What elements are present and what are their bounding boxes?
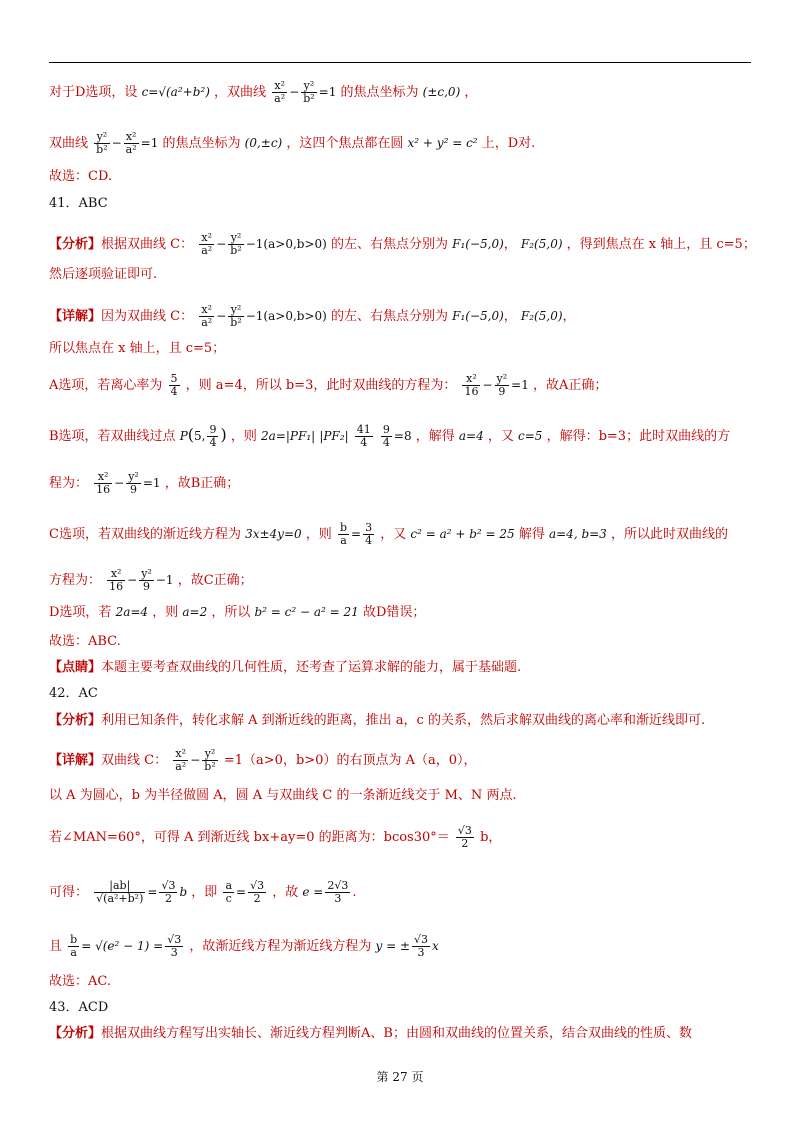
detail-42-5: 且 $\frac{b}{a}$ = √(e² − 1) = $\frac{√3}{3}$ ，故渐近线方程为渐近线方程为 y = ± $\frac{√3}{3}$ x	[49, 933, 439, 959]
fraction: $\frac{\text{x²}}{\text{a²}}$	[274, 79, 286, 105]
question-42: 42．AC	[49, 686, 98, 701]
option-a: A选项，若离心率为 $\frac{5}{4}$ ，则 a=4，所以 b=3，此时双曲线的方程为： $\frac{\text{x²}}{16}$ − $\frac{\text{y²}}{9}$ =1 ，故A正确；	[49, 372, 608, 398]
fraction: $\frac{3}{4}$	[365, 521, 373, 547]
tag: 【分析】	[49, 237, 102, 252]
analysis-43	[49, 1025, 692, 1043]
text: ，解得	[415, 429, 455, 444]
fraction: $\frac{\text{x²}}{16}$	[96, 470, 111, 496]
analysis-41-2: 然后逐项验证即可.	[49, 267, 158, 282]
fraction: $\frac{\text{x²}}{16}$	[109, 567, 124, 593]
math: F₂(5,0)	[520, 309, 563, 323]
text: ，	[464, 85, 478, 100]
text: D选项，若	[49, 605, 112, 620]
tag: 【详解】	[49, 309, 102, 324]
text: 根据双曲线 C：	[101, 237, 194, 252]
text: 根据双曲线方程写出实轴长、渐近线方程判断A、B；由圆和双曲线的位置关系，结合双曲线的性质、数	[101, 1026, 692, 1041]
text: 解得	[518, 527, 545, 542]
text: 利用已知条件，转化求解 A 到渐近线的距离，推出 a，c 的关系，然后求解双曲线的离心率和渐近线即可.	[101, 713, 706, 728]
text: 程为：	[49, 476, 89, 491]
text: 若∠MAN=60°，可得 A 到渐近线 bx+ay=0 的距离为：bcos30°＝	[49, 830, 450, 845]
fraction: $\frac{\text{x²}}{\text{a²}}$	[201, 231, 213, 257]
text: 可得：	[49, 885, 89, 900]
option-c: C选项，若双曲线的渐近线方程为 3x±4y=0 ，则 $\frac{b}{a}$ = $\frac{3}{4}$ ，又 c² = a² + b² = 25 解得 a=4, b=3 ，所以此时双曲线的	[49, 521, 728, 547]
text: ，故B正确；	[164, 476, 240, 491]
text: 双曲线 C：	[101, 753, 168, 768]
top-rule	[49, 62, 751, 63]
text: 上，D对.	[481, 136, 536, 151]
text: b，	[480, 830, 502, 845]
line-d-option: 对于D选项，设 c=√(a²+b²) ，双曲线 $\frac{\text{x²}}{\text{a²}}$ − $\frac{\text{y²}}{\text{b²}}$ =1 的焦点坐标为 (±c,0) ，	[49, 79, 478, 105]
option-d: D选项，若 2a=4 ，则 a=2 ，所以 b² = c² − a² = 21 故D错误；	[49, 605, 426, 620]
text: ，则	[230, 429, 257, 444]
fraction: $\frac{\text{y²}}{9}$	[496, 372, 508, 398]
answer-ac: 故选：AC.	[49, 974, 112, 989]
fraction: $\frac{√3}{3}$	[414, 933, 429, 959]
answer-cd: 故选：CD.	[49, 169, 113, 184]
text: ，则	[305, 527, 332, 542]
fraction: $\frac{2√3}{3}$	[327, 879, 349, 905]
math: F₁(−5,0)	[452, 309, 504, 323]
math: −1(a>0,b>0)	[245, 237, 327, 251]
detail-42-3	[49, 825, 501, 850]
text: ，故	[272, 885, 299, 900]
option-b-2: 程为： $\frac{\text{x²}}{16}$ − $\frac{\text{y²}}{9}$ =1 ，故B正确；	[49, 470, 240, 496]
fraction: $\frac{\text{y²}}{9}$	[141, 567, 152, 593]
analysis-42	[49, 712, 705, 730]
fraction: $\frac{\text{x²}}{\text{a²}}$	[125, 130, 137, 156]
fraction: $\frac{\text{y²}}{\text{b²}}$	[230, 303, 242, 329]
fraction: $\frac{\text{x²}}{\text{a²}}$	[175, 747, 187, 773]
text: 的焦点坐标为	[340, 85, 419, 100]
text: 且	[49, 939, 63, 954]
detail-42: 【详解】双曲线 C： $\frac{\text{x²}}{\text{a²}}$ − $\frac{\text{y²}}{\text{b²}}$ =1（a>0，b>0）的右顶点为 A（a，0），	[49, 747, 477, 773]
math: F₂(5,0)	[520, 237, 563, 251]
analysis-41: 【分析】根据双曲线 C： $\frac{\text{x²}}{\text{a²}}$ − $\frac{\text{y²}}{\text{b²}}$ −1(a>0,b>0) 的左、右焦点分别为 F₁(−5,0)， F₂(5,0) ，得到焦点在 x 轴上，且 c=5；	[49, 231, 756, 257]
comment-41	[49, 659, 521, 677]
text: 的左、右焦点分别为	[330, 309, 448, 324]
text: ，即	[191, 885, 218, 900]
fraction: $\frac{41}{4}$	[356, 423, 371, 449]
line-d-option-2: 双曲线 $\frac{\text{y²}}{\text{b²}}$ − $\frac{\text{x²}}{\text{a²}}$ =1 的焦点坐标为 (0,±c) ，这四个焦点都在圆 x² + y² = c² 上，D对.	[49, 130, 536, 156]
page-number: 第 27 页	[376, 1070, 424, 1084]
text: ，这四个焦点都在圆	[286, 136, 404, 151]
fraction: $\frac{9}{4}$	[209, 423, 217, 449]
text: ，则	[152, 605, 179, 620]
math: F₁(−5,0)	[452, 237, 504, 251]
detail-42-4: 可得： $\frac{|ab|}{\text{√(a²+b²)}}$ = $\frac{√3}{2}$ b ，即 $\frac{a}{c}$ = $\frac{√3}{2}$ ，故 e = $\frac{2√3}{3}$ .	[49, 879, 357, 905]
fraction: $\frac{√3}{3}$	[167, 933, 182, 959]
tag: 【点睛】	[49, 660, 102, 675]
fraction: $\frac{\text{x²}}{16}$	[464, 372, 479, 398]
tag: 【分析】	[49, 1026, 102, 1041]
fraction: $\frac{9}{4}$	[382, 423, 390, 449]
fraction: $\frac{\text{y²}}{\text{b²}}$	[303, 79, 315, 105]
text: ，故C正确；	[177, 573, 253, 588]
fraction: $\frac{|ab|}{\text{√(a²+b²)}}$	[96, 879, 144, 905]
question-43: 43．ACD	[49, 1000, 109, 1015]
fraction: $\frac{5}{4}$	[170, 372, 178, 398]
math: c=√(a²+b²)	[141, 85, 210, 99]
text: ，又	[380, 527, 407, 542]
text: 双曲线	[49, 136, 89, 151]
option-b: B选项，若双曲线过点 P(5, $\frac{9}{4}$ ) ，则 2a=|PF₁| |PF₂| $\frac{41}{4}$ $\frac{9}{4}$ =8 ，解得 a=4 ，又 c=5 ，解得：b=3；此时双曲线的方	[49, 423, 731, 449]
text: 故D错误；	[362, 605, 426, 620]
fraction: $\frac{\text{y²}}{\text{b²}}$	[230, 231, 242, 257]
fraction: $\frac{a}{c}$	[225, 879, 233, 905]
math: x² + y² = c²	[407, 136, 478, 150]
text: ，故渐近线方程为渐近线方程为	[189, 939, 372, 954]
question-41: 41．ABC	[49, 196, 108, 211]
text: ，故A正确；	[533, 378, 608, 393]
fraction: $\frac{√3}{2}$	[250, 879, 265, 905]
answer-abc: 故选：ABC.	[49, 634, 121, 649]
text: B选项，若双曲线过点	[49, 429, 176, 444]
text: ，则 a=4，所以 b=3，此时双曲线的方程为：	[185, 378, 457, 393]
text: 方程为：	[49, 573, 102, 588]
text: ，得到焦点在 x 轴上，且 c=5；	[566, 237, 756, 252]
detail-42-2: 以 A 为圆心，b 为半径做圆 A，圆 A 与双曲线 C 的一条渐近线交于 M、N 两点.	[49, 788, 517, 803]
math: −1(a>0,b>0)	[245, 309, 327, 323]
text: C选项，若双曲线的渐近线方程为	[49, 527, 241, 542]
detail-41-2: 所以焦点在 x 轴上，且 c=5；	[49, 341, 226, 356]
text: ，解得：b=3；此时双曲线的方	[546, 429, 731, 444]
text: 本题主要考查双曲线的几何性质，还考查了运算求解的能力，属于基础题.	[101, 660, 522, 675]
tag: 【分析】	[49, 713, 102, 728]
tag: 【详解】	[49, 753, 102, 768]
fraction: $\frac{√3}{2}$	[457, 824, 472, 850]
math: (0,±c)	[244, 136, 283, 150]
text: 因为双曲线 C：	[101, 309, 194, 324]
text: 的焦点坐标为	[162, 136, 241, 151]
text: A选项，若离心率为	[49, 378, 163, 393]
fraction: $\frac{\text{y²}}{\text{b²}}$	[204, 747, 216, 773]
fraction: $\frac{b}{a}$	[339, 521, 347, 547]
text: 对于D选项，设	[49, 85, 138, 100]
detail-41: 【详解】因为双曲线 C： $\frac{\text{x²}}{\text{a²}}$ − $\frac{\text{y²}}{\text{b²}}$ −1(a>0,b>0) 的左、右焦点分别为 F₁(−5,0)， F₂(5,0)，	[49, 303, 576, 329]
option-c-2: 方程为： $\frac{\text{x²}}{16}$ − $\frac{\text{y²}}{9}$ −1 ，故C正确；	[49, 567, 253, 593]
text: =1（a>0，b>0）的右顶点为 A（a，0），	[223, 753, 477, 768]
text: ，所以此时双曲线的	[610, 527, 728, 542]
text: ，双曲线	[214, 85, 267, 100]
text: 的左、右焦点分别为	[330, 237, 448, 252]
fraction: $\frac{\text{x²}}{\text{a²}}$	[201, 303, 213, 329]
text: ，所以	[211, 605, 251, 620]
fraction: $\frac{b}{a}$	[70, 933, 78, 959]
fraction: $\frac{\text{y²}}{\text{b²}}$	[96, 130, 108, 156]
text: ，又	[487, 429, 514, 444]
fraction: $\frac{\text{y²}}{9}$	[128, 470, 139, 496]
fraction: $\frac{√3}{2}$	[161, 879, 176, 905]
math: (±c,0)	[422, 85, 461, 99]
